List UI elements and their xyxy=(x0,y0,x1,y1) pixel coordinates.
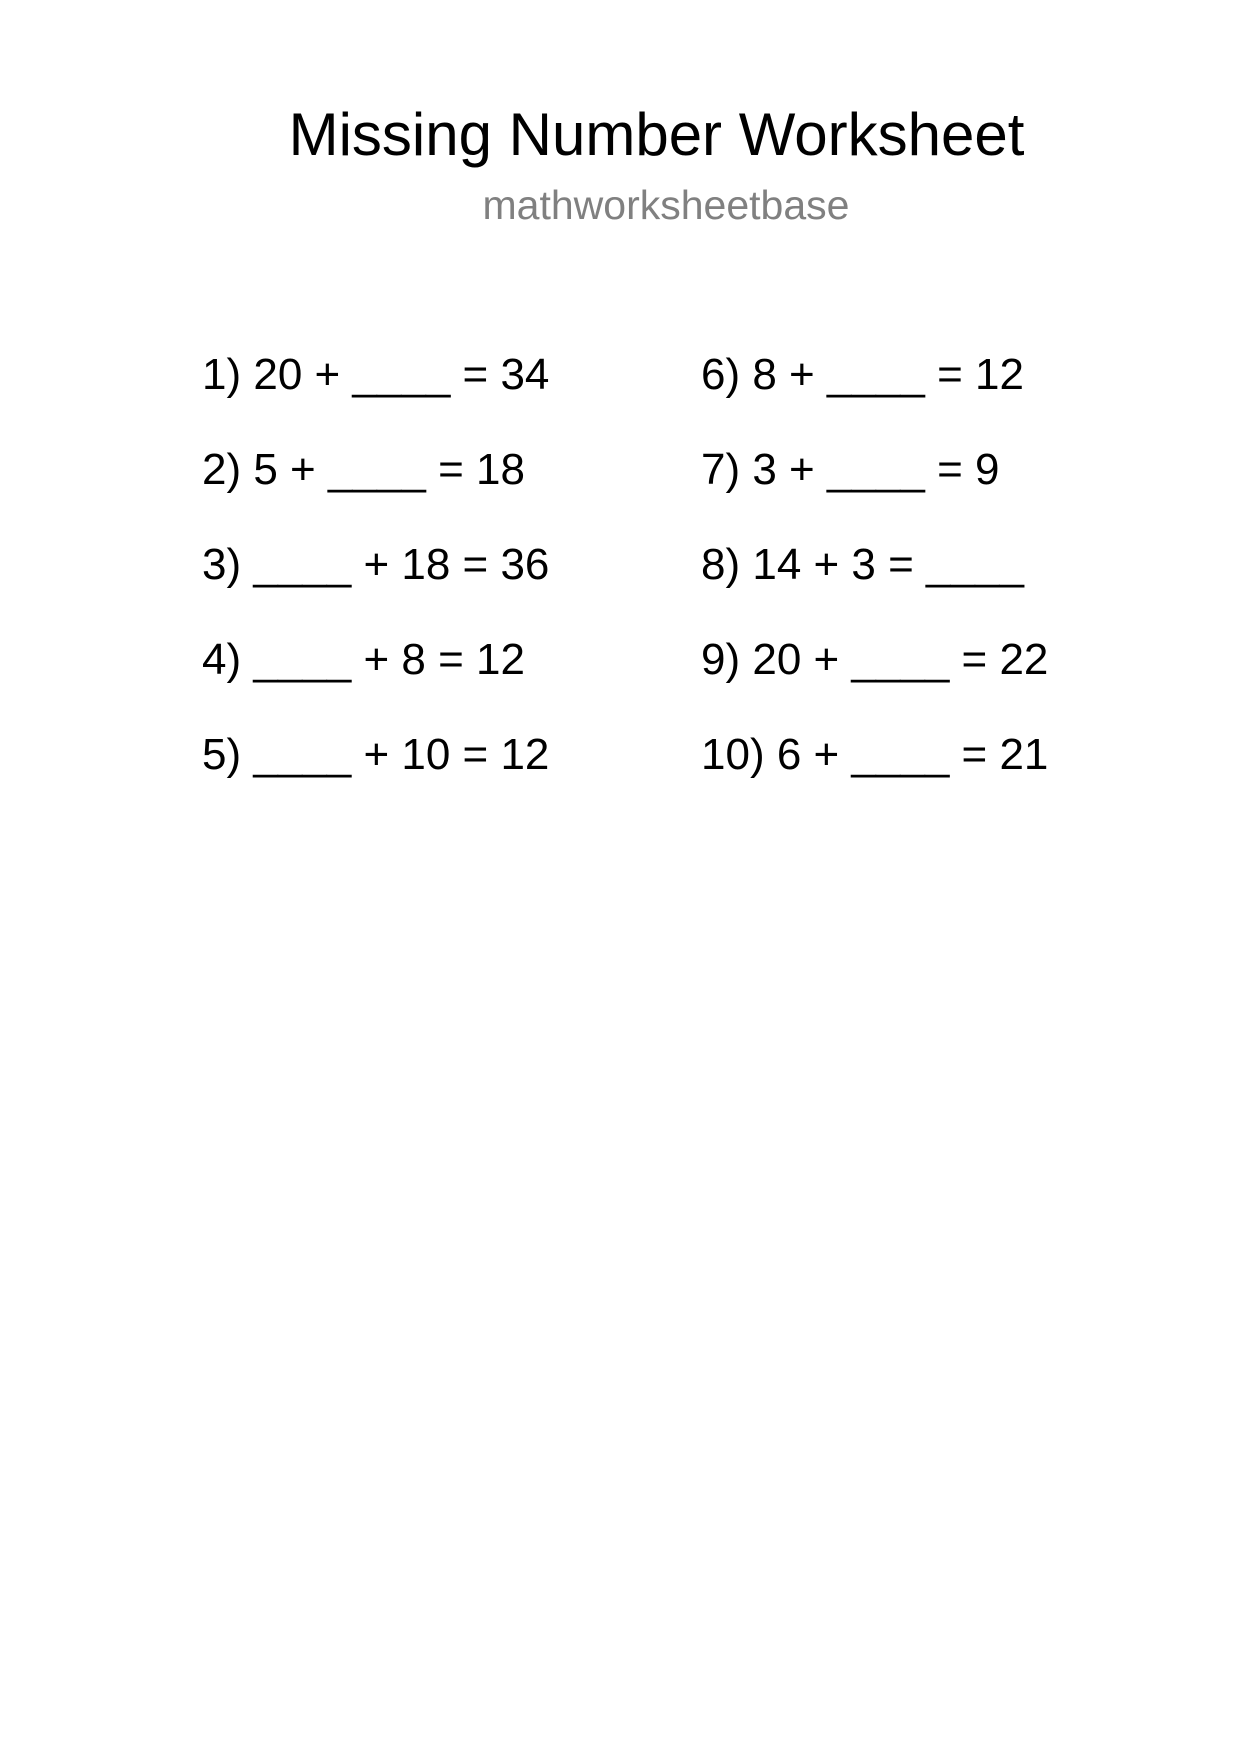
problem-item: 6) 8 + ____ = 12 xyxy=(701,350,1024,399)
page-subtitle: mathworksheetbase xyxy=(482,182,850,228)
problem-item: 5) ____ + 10 = 12 xyxy=(202,730,550,779)
problem-item: 9) 20 + ____ = 22 xyxy=(701,635,1049,684)
page-title: Missing Number Worksheet xyxy=(288,101,1025,168)
problem-item: 8) 14 + 3 = ____ xyxy=(701,540,1024,589)
problem-item: 4) ____ + 8 = 12 xyxy=(202,635,525,684)
problem-item: 1) 20 + ____ = 34 xyxy=(202,350,550,399)
problem-item: 7) 3 + ____ = 9 xyxy=(701,445,1000,494)
problem-item: 3) ____ + 18 = 36 xyxy=(202,540,550,589)
problem-item: 10) 6 + ____ = 21 xyxy=(701,730,1049,779)
problem-item: 2) 5 + ____ = 18 xyxy=(202,445,525,494)
